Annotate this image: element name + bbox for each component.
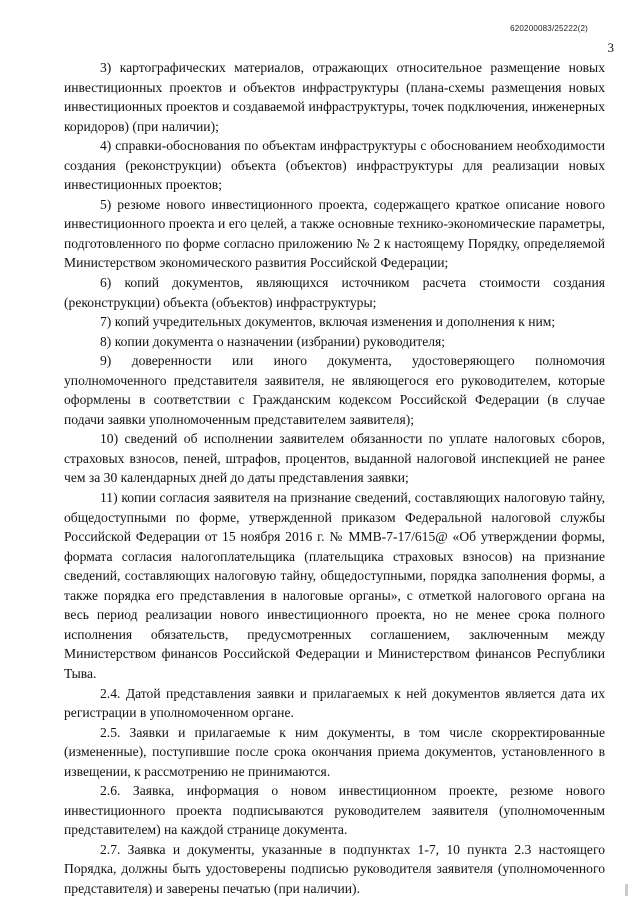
paragraph-item-8: 8) копии документа о назначении (избрании) руководителя;	[100, 333, 446, 349]
paragraph-item-5: 5) резюме нового инвестиционного проекта, содержащего краткое описание нового инвестиционного проекта и его целей, а также основные технико-экономические параметры, подготовленного по форме согласно приложению № 2 к настоящему Порядку, определяемой Министерством экономического развития Российской Федерации;	[64, 196, 605, 271]
paragraph-item-10: 10) сведений об исполнении заявителем обязанности по уплате налоговых сборов, страховых взносов, пеней, штрафов, процентов, выданной налоговой инспекцией не ранее чем за 30 календарных дней до даты представления заявки;	[64, 431, 605, 486]
paragraph-section-2-4: 2.4. Датой представления заявки и прилагаемых к ней документов является дата их регистрации в уполномоченном органе.	[64, 685, 605, 721]
paragraph-section-2-6: 2.6. Заявка, информация о новом инвестиционном проекте, резюме нового инвестиционного проекта подписываются руководителем заявителя (уполномоченным представителем) на каждой странице документа.	[64, 783, 605, 838]
document-body	[64, 58, 605, 899]
paragraph-item-4: 4) справки-обоснования по объектам инфраструктуры с обоснованием необходимости создания (реконструкции) объекта (объектов) инфраструктуры для реализации новых инвестиционных проектов;	[64, 138, 605, 193]
paragraph-item-3: 3) картографических материалов, отражающих относительное размещение новых инвестиционных проектов и объектов инфраструктуры (плана-схемы размещения новых инвестиционных проектов и создаваемой инфраструктуры, точек подключения, инженерных коридоров) (при наличии);	[64, 60, 605, 134]
paragraph-item-9: 9) доверенности или иного документа, удостоверяющего полномочия уполномоченного представителя заявителя, не являющегося его руководителем, которые оформлены в соответствии с Гражданским кодексом Российской Федерации (в случае подачи заявки уполномоченным представителем заявителя);	[64, 353, 605, 427]
paragraph-item-6: 6) копий документов, являющихся источником расчета стоимости создания (реконструкции) объекта (объектов) инфраструктуры;	[64, 275, 605, 310]
paragraph-item-7: 7) копий учредительных документов, включая изменения и дополнения к ним;	[100, 314, 556, 330]
paragraph-item-11: 11) копии согласия заявителя на признание сведений, составляющих налоговую тайну, общедоступными по форме, утвержденной приказом Федеральной налоговой службы Российской Федерации от 15 ноября 2016 г. № ММВ-7-17/615@ «Об утверждении формы, формата согласия налогоплательщика (плательщика страховых взносов) на признание сведений, составляющих налоговую тайну, общедоступными, порядка заполнения формы, а также порядка его представления в налоговые органы», с отметкой налогового органа на весь период реализации нового инвестиционного проекта, но не менее срока полного исполнения обязательств, предусмотренных соглашением, заключенным между Министерством финансов Российской Федерации и Министерством финансов Республики Тыва.	[64, 490, 605, 681]
document-id: 620200083/25222(2)	[510, 24, 588, 33]
paragraph-section-2-5: 2.5. Заявки и прилагаемые к ним документы, в том числе скорректированные (измененные), поступившие после срока окончания приема документов, установленного в извещении, к рассмотрению не принимаются.	[64, 724, 605, 779]
scan-artifact	[625, 884, 628, 896]
paragraph-section-2-7: 2.7. Заявка и документы, указанные в подпунктах 1-7, 10 пункта 2.3 настоящего Порядка, должны быть удостоверены подписью руководителя заявителя (уполномоченного представителя) и заверены печатью (при наличии).	[64, 841, 605, 896]
page-number: 3	[607, 40, 614, 55]
